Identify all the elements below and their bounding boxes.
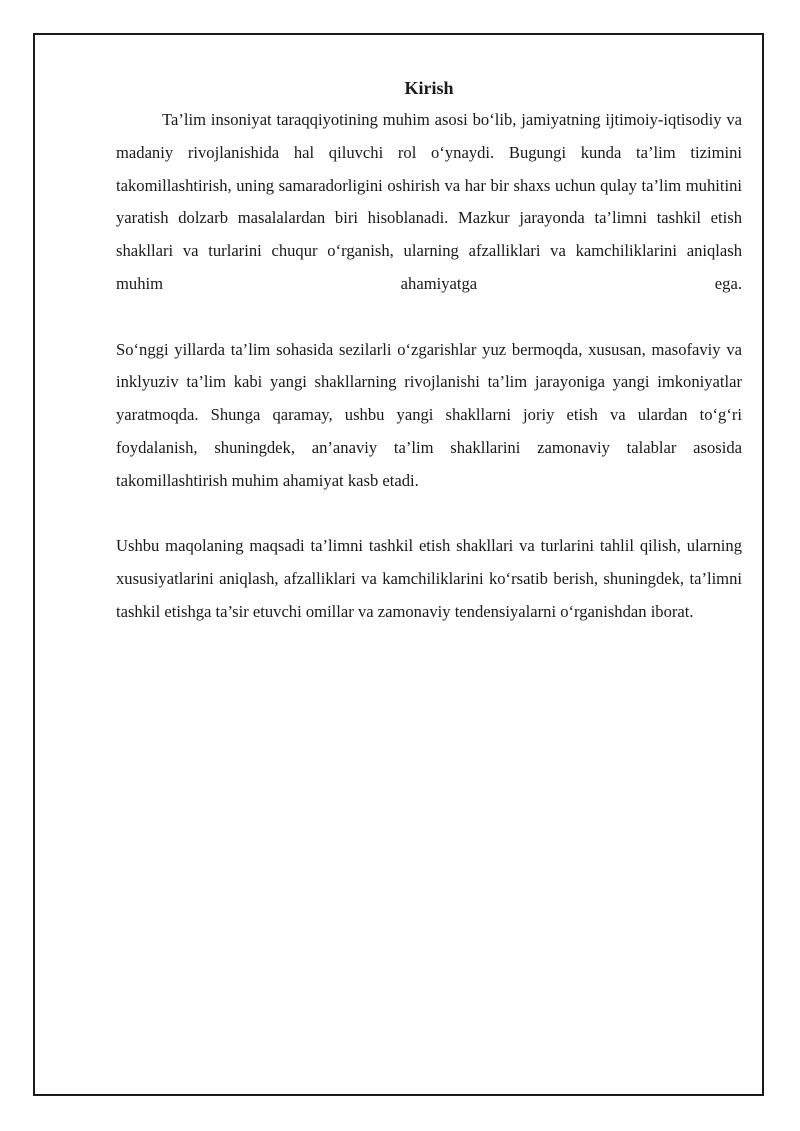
- paragraph-recent-changes: So‘nggi yillarda ta’lim sohasida sezilarli o‘zgarishlar yuz bermoqda, xususan, masofaviy va inklyuziv ta’lim kabi yangi shakllarning rivojlanishi ta’lim jarayoniga yangi imkoniyatlar yaratmoqda. Shunga qaramay, ushbu yangi shakllarni joriy etish va ulardan to‘g‘ri foydalanish, shuningdek, an’anaviy ta’lim shakllarini zamonaviy talablar asosida takomillashtirish muhim ahamiyat kasb etadi.: [116, 339, 742, 490]
- section-title: Kirish: [404, 78, 454, 98]
- paragraph-introduction: Ta’lim insoniyat taraqqiyotining muhim asosi bo‘lib, jamiyatning ijtimoiy-iqtisodiy va madaniy rivojlanishida hal qiluvchi rol o‘ynaydi. Bugungi kunda ta’lim tizimini takomillashtirish, uning samaradorligini oshirish va har bir shaxs uchun qulay ta’lim muhitini yaratish dolzarb masalalardan biri hisoblanadi. Mazkur jarayonda ta’limni tashkil etish shakllari va turlarini chuqur o‘rganish, ularning afzalliklari va kamchiliklarini aniqlash muhim ahamiyatga ega.: [116, 110, 742, 293]
- document-body: [116, 76, 742, 629]
- paragraph-spacer: [116, 301, 742, 334]
- paragraph-article-purpose: Ushbu maqolaning maqsadi ta’limni tashkil etish shakllari va turlarini tahlil qilish, ularning xususiyatlarini aniqlash, afzalliklari va kamchiliklarini ko‘rsatib berish, shuningdek, ta’limni tashkil etishga ta’sir etuvchi omillar va zamonaviy tendensiyalarni o‘rganishdan iborat.: [116, 536, 742, 621]
- paragraph-spacer: [116, 498, 742, 531]
